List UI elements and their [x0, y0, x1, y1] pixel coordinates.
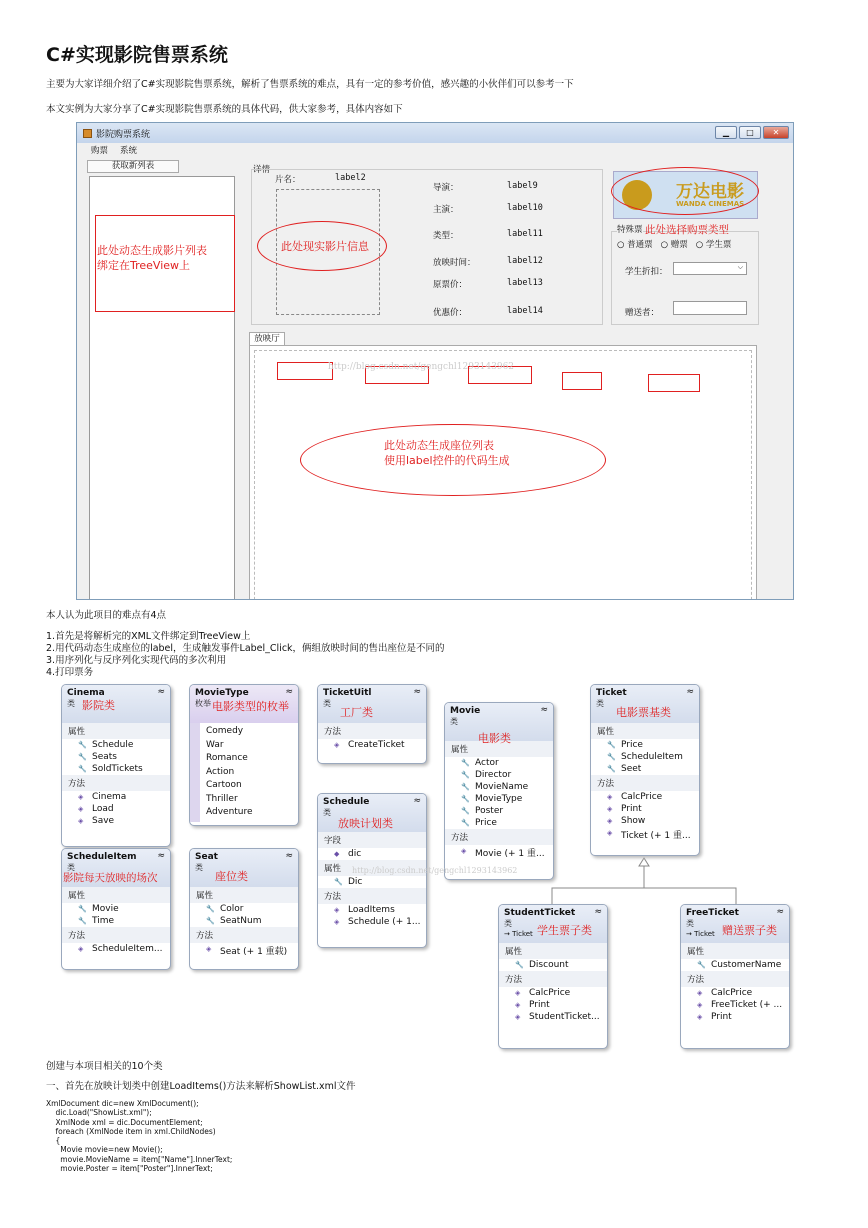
- property-icon: 🔧: [78, 765, 87, 773]
- property-icon: 🔧: [461, 771, 470, 779]
- method-icon: ◈: [697, 1013, 703, 1021]
- code-block: XmlDocument dic=new XmlDocument(); dic.Load("ShowList.xml"); XmlNode xml = dic.DocumentElement; foreach (XmlNode item in xml.ChildNodes) { Movie movie=new Movie(); movie.MovieName = item["Name"].InnerText; movie.Poster = item["Poster"].InnerText;: [46, 1099, 233, 1174]
- watermark-2: http://blog.csdn.net/gengchl1293143962: [352, 866, 518, 875]
- type-label: 类型：: [433, 231, 459, 241]
- class-movie: Movie 类 ≈ 属性 🔧 Actor 🔧 Director 🔧 MovieName 🔧 MovieType 🔧 Poster 🔧 Price 方法 ◈ Movie (+ 1 重...: [444, 702, 554, 880]
- studentticket-note: 学生票子类: [537, 924, 592, 937]
- price-label: 原票价：: [433, 280, 468, 290]
- ticket-note: 电影票基类: [616, 706, 671, 719]
- class-scheduleitem: ScheduleItem 类 ≈ 属性 🔧 Movie 🔧 Time 方法 ◈ ScheduleItem...: [61, 848, 171, 970]
- radio-gift[interactable]: ○ 赠票: [660, 240, 688, 250]
- property-icon: 🔧: [607, 753, 616, 761]
- property-icon: 🔧: [206, 917, 215, 925]
- difficulty-intro: 本人认为此项目的难点有4点: [46, 610, 167, 621]
- film-name-label: 片名：: [275, 175, 301, 185]
- discount-select[interactable]: ⌵: [673, 262, 747, 275]
- details-group-label: 详情: [253, 165, 271, 175]
- property-icon: 🔧: [206, 905, 215, 913]
- minimize-button[interactable]: ▁: [715, 126, 737, 139]
- intro-text: 主要为大家详细介绍了C#实现影院售票系统，解析了售票系统的难点，具有一定的参考价值，感兴趣的小伙伴们可以参考一下: [46, 79, 574, 90]
- class-freeticket: FreeTicket 类 → Ticket ≈ 属性 🔧 CustomerName 方法 ◈ CalcPrice ◈ FreeTicket (+ ... ◈ Print: [680, 904, 790, 1049]
- difficulty-2: 2.用代码动态生成座位的label，生成触发事件Label_Click，俩组放映时间的售出座位是不同的: [46, 643, 445, 654]
- menu-buy[interactable]: 购票: [91, 146, 109, 156]
- inheritance-arrow-icon: [639, 858, 649, 866]
- collapse-icon: ≈: [776, 907, 784, 917]
- class-studentticket: StudentTicket 类 → Ticket ≈ 属性 🔧 Discount 方法 ◈ CalcPrice ◈ Print ◈ StudentTicket...: [498, 904, 608, 1049]
- classes-intro: 创建与本项目相关的10个类: [46, 1061, 163, 1072]
- class-cinema: Cinema 类 ≈ 属性 🔧 Schedule 🔧 Seats 🔧 SoldTickets 方法 ◈ Cinema ◈ Load ◈ Save: [61, 684, 171, 847]
- director-value: label9: [507, 181, 538, 191]
- method-icon: ◈: [78, 793, 84, 801]
- method-icon: ◈: [697, 989, 703, 997]
- menu-system[interactable]: 系统: [120, 146, 138, 156]
- property-icon: 🔧: [697, 961, 706, 969]
- seat-note: 此处动态生成座位列表 使用label控件的代码生成: [384, 439, 510, 467]
- class-ticket: Ticket 类 ≈ 属性 🔧 Price 🔧 ScheduleItem 🔧 Seet 方法 ◈ CalcPrice ◈ Print ◈ Show ◈ Ticket (+ 1 重...: [590, 684, 700, 856]
- method-icon: ◈: [334, 918, 340, 926]
- collapse-icon: ≈: [157, 851, 165, 861]
- property-icon: 🔧: [461, 795, 470, 803]
- method-icon: ◈: [334, 741, 340, 749]
- method-icon: ◈: [697, 1001, 703, 1009]
- property-icon: 🔧: [607, 765, 616, 773]
- difficulty-3: 3.用序列化与反序列化实现代码的多次利用: [46, 655, 227, 666]
- collapse-icon: ≈: [285, 687, 293, 697]
- step-1: 一、首先在放映计划类中创建LoadItems()方法来解析ShowList.xml文件: [46, 1081, 356, 1092]
- watermark: http://blog.csdn.net/gengchl1293143962: [328, 362, 515, 372]
- method-icon: ◈: [206, 945, 212, 953]
- collapse-icon: ≈: [686, 687, 694, 697]
- film-name-value: label2: [335, 173, 366, 183]
- method-icon: ◈: [607, 793, 613, 801]
- difficulty-1: 1.首先是将解析完的XML文件绑定到TreeView上: [46, 631, 251, 642]
- movietype-note: 电影类型的枚举: [212, 700, 289, 713]
- method-icon: ◈: [78, 805, 84, 813]
- property-icon: 🔧: [515, 961, 524, 969]
- actor-label: 主演：: [433, 205, 459, 215]
- tab-hall[interactable]: 放映厅: [249, 332, 285, 346]
- director-label: 导演：: [433, 183, 459, 193]
- discount-price-label: 优惠价：: [433, 308, 468, 318]
- ticket-note: 此处选择购票类型: [645, 224, 729, 236]
- property-icon: 🔧: [461, 759, 470, 767]
- property-icon: 🔧: [461, 807, 470, 815]
- method-icon: ◈: [78, 945, 84, 953]
- collapse-icon: ≈: [540, 705, 548, 715]
- property-icon: 🔧: [78, 917, 87, 925]
- method-icon: ◈: [78, 817, 84, 825]
- class-seat: Seat 类 ≈ 属性 🔧 Color 🔧 SeatNum 方法 ◈ Seat (+ 1 重载): [189, 848, 299, 970]
- giver-label: 赠送者：: [625, 308, 660, 318]
- method-icon: ◈: [515, 1001, 521, 1009]
- actor-value: label10: [507, 203, 543, 213]
- collapse-icon: ≈: [285, 851, 293, 861]
- class-ticketutil: TicketUitl 类 ≈ 方法 ◈ CreateTicket: [317, 684, 427, 764]
- close-button[interactable]: ✕: [763, 126, 789, 139]
- field-icon: ◆: [334, 850, 340, 858]
- collapse-icon: ≈: [413, 687, 421, 697]
- method-icon: ◈: [334, 906, 340, 914]
- discount-label: 学生折扣：: [625, 267, 668, 277]
- collapse-icon: ≈: [413, 796, 421, 806]
- radio-normal[interactable]: ○ 普通票: [617, 240, 653, 250]
- page-title: C#实现影院售票系统: [46, 44, 228, 66]
- refresh-list-button[interactable]: 获取新列表: [87, 160, 179, 173]
- method-icon: ◈: [607, 805, 613, 813]
- difficulty-4: 4.打印票务: [46, 667, 94, 678]
- method-icon: ◈: [607, 817, 613, 825]
- time-value: label12: [507, 256, 543, 266]
- intro-text-2: 本文实例为大家分享了C#实现影院售票系统的具体代码，供大家参考，具体内容如下: [46, 104, 403, 115]
- discount-price-value: label14: [507, 306, 543, 316]
- ticket-group-label: 特殊票: [617, 225, 643, 235]
- enum-movietype: MovieType 枚举 ≈ Comedy War Romance Action Cartoon Thriller Adventure: [189, 684, 299, 826]
- window-title: 影院购票系统: [96, 129, 151, 140]
- method-icon: ◈: [515, 989, 521, 997]
- property-icon: 🔧: [78, 741, 87, 749]
- class-schedule: Schedule 类 ≈ 字段 ◆ dic 属性 🔧 Dic 方法 ◈ LoadItems ◈ Schedule (+ 1...: [317, 793, 427, 948]
- property-icon: 🔧: [78, 753, 87, 761]
- property-icon: 🔧: [334, 878, 343, 886]
- method-icon: ◈: [461, 847, 467, 855]
- property-icon: 🔧: [78, 905, 87, 913]
- method-icon: ◈: [515, 1013, 521, 1021]
- collapse-icon: ≈: [594, 907, 602, 917]
- price-value: label13: [507, 278, 543, 288]
- property-icon: 🔧: [461, 783, 470, 791]
- property-icon: 🔧: [461, 819, 470, 827]
- radio-student[interactable]: ○ 学生票: [695, 240, 732, 250]
- method-icon: ◈: [607, 829, 613, 837]
- logo-text: 万达电影: [676, 182, 744, 202]
- ticketutil-note: 工厂类: [340, 706, 373, 719]
- schedule-note: 放映计划类: [338, 817, 393, 830]
- property-icon: 🔧: [607, 741, 616, 749]
- freeticket-note: 赠送票子类: [722, 924, 777, 937]
- type-value: label11: [507, 229, 543, 239]
- tree-note: 此处动态生成影片列表 绑定在TreeView上: [97, 244, 207, 272]
- time-label: 放映时间：: [433, 258, 476, 268]
- collapse-icon: ≈: [157, 687, 165, 697]
- cinema-note: 影院类: [82, 699, 115, 712]
- scheduleitem-note: 影院每天放映的场次: [63, 872, 158, 884]
- logo-subtext: WANDA CINEMAS: [676, 200, 745, 208]
- poster-note: 此处现实影片信息: [281, 240, 369, 253]
- movie-note: 电影类: [478, 732, 511, 745]
- seat-note: 座位类: [215, 870, 248, 883]
- maximize-button[interactable]: □: [739, 126, 761, 139]
